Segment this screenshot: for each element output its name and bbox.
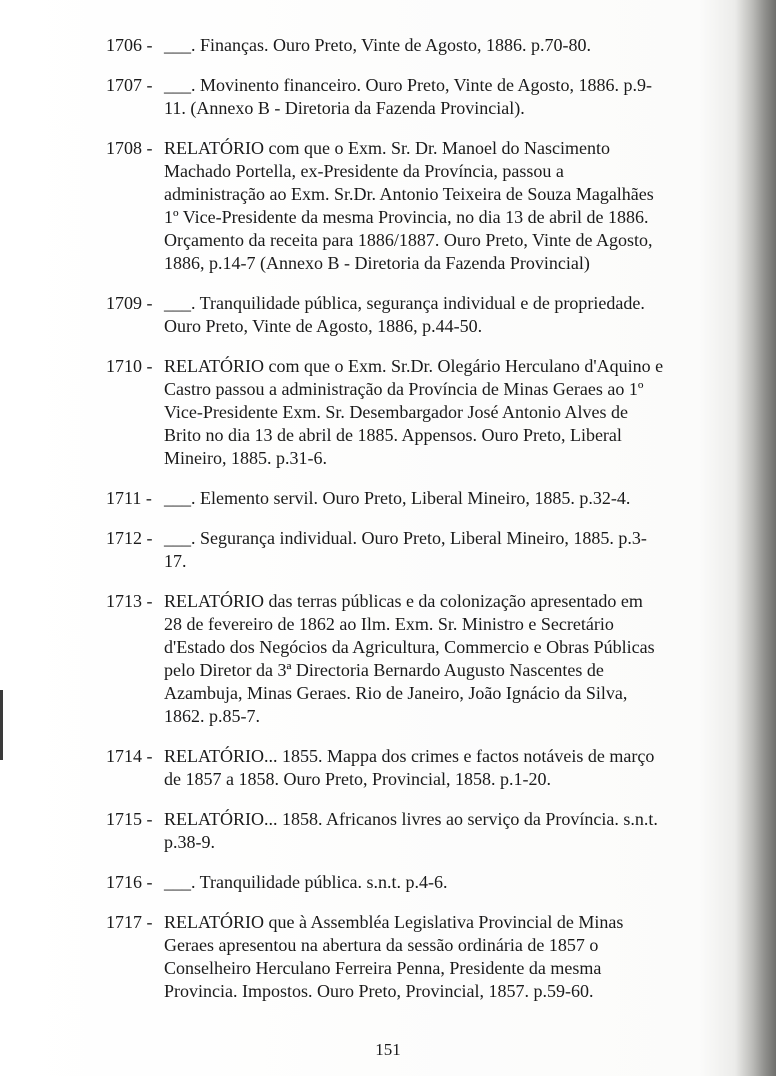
entry-number: 1713 - [106, 591, 153, 611]
entry-text: RELATÓRIO com que o Exm. Sr.Dr. Olegário Herculano d'Aquino e Castro passou a administração da Província de Minas Geraes ao 1º Vice-Presidente Exm. Sr. Desembargador José Antonio Alves de Brito no dia 13 de abril de 1885. Appensos. Ouro Preto, Liberal Mineiro, 1885. p.31-6. [164, 356, 664, 468]
entry-number: 1714 - [106, 746, 153, 766]
entry-text: RELATÓRIO com que o Exm. Sr. Dr. Manoel do Nascimento Machado Portella, ex-Presidente da Província, passou a administração ao Exm. Sr.Dr. Antonio Teixeira de Souza Magalhães 1º Vice-Presidente da mesma Provincia, no dia 13 de abril de 1886. Orçamento da receita para 1886/1887. Ouro Preto, Vinte de Agosto, 1886, p.14-7 (Annexo B - Diretoria da Fazenda Provincial) [164, 138, 654, 273]
bibliography-entry-1717 [100, 911, 665, 1003]
entry-number: 1712 - [106, 528, 153, 548]
entry-text: RELATÓRIO... 1855. Mappa dos crimes e factos notáveis de março de 1857 a 1858. Ouro Preto, Provincial, 1858. p.1-20. [164, 746, 655, 789]
entry-text: RELATÓRIO... 1858. Africanos livres ao serviço da Província. s.n.t. p.38-9. [164, 809, 658, 852]
bibliography-entry-1709 [100, 292, 665, 338]
entry-number: 1709 - [106, 293, 153, 313]
entry-number: 1711 - [106, 488, 152, 508]
entry-number: 1710 - [106, 356, 153, 376]
entry-number: 1706 - [106, 35, 153, 55]
entry-number: 1715 - [106, 809, 153, 829]
bibliography-entry-1708 [100, 137, 665, 275]
entry-text: ___. Elemento servil. Ouro Preto, Liberal Mineiro, 1885. p.32-4. [164, 488, 631, 508]
bibliography-entry-1716 [100, 871, 665, 894]
scan-edge-mark [0, 690, 3, 760]
bibliography-entry-1714 [100, 745, 665, 791]
bibliography-entry-1707 [100, 74, 665, 120]
bibliography-entry-1706 [100, 34, 665, 57]
entry-number: 1707 - [106, 75, 153, 95]
entry-text: RELATÓRIO que à Assembléa Legislativa Provincial de Minas Geraes apresentou na abertura da sessão ordinária de 1857 o Conselheiro Herculano Ferreira Penna, Presidente da mesma Provincia. Impostos. Ouro Preto, Provincial, 1857. p.59-60. [164, 912, 624, 1001]
entry-number: 1716 - [106, 872, 153, 892]
entry-text: ___. Tranquilidade pública, segurança individual e de propriedade. Ouro Preto, Vinte de Agosto, 1886, p.44-50. [164, 293, 645, 336]
bibliography-entry-1715 [100, 808, 665, 854]
entry-number: 1717 - [106, 912, 153, 932]
entry-text: ___. Segurança individual. Ouro Preto, Liberal Mineiro, 1885. p.3-17. [164, 528, 647, 571]
bibliography-entry-1710 [100, 355, 665, 470]
page-number: 151 [375, 1040, 401, 1059]
entry-text: RELATÓRIO das terras públicas e da colonização apresentado em 28 de fevereiro de 1862 ao Ilm. Exm. Sr. Ministro e Secretário d'Estado dos Negócios da Agricultura, Commercio e Obras Públicas pelo Diretor da 3ª Directoria Bernardo Augusto Nascentes de Azambuja, Minas Geraes. Rio de Janeiro, João Ignácio da Silva, 1862. p.85-7. [164, 591, 655, 726]
entry-number: 1708 - [106, 138, 153, 158]
bibliography-entry-1711 [100, 487, 665, 510]
bibliography-entry-1712 [100, 527, 665, 573]
bibliography-entry-1713 [100, 590, 665, 728]
bibliography-list [100, 34, 665, 1020]
entry-text: ___. Tranquilidade pública. s.n.t. p.4-6. [164, 872, 448, 892]
entry-text: ___. Movinento financeiro. Ouro Preto, Vinte de Agosto, 1886. p.9-11. (Annexo B - Diretoria da Fazenda Provincial). [164, 75, 653, 118]
entry-text: ___. Finanças. Ouro Preto, Vinte de Agosto, 1886. p.70-80. [164, 35, 592, 55]
